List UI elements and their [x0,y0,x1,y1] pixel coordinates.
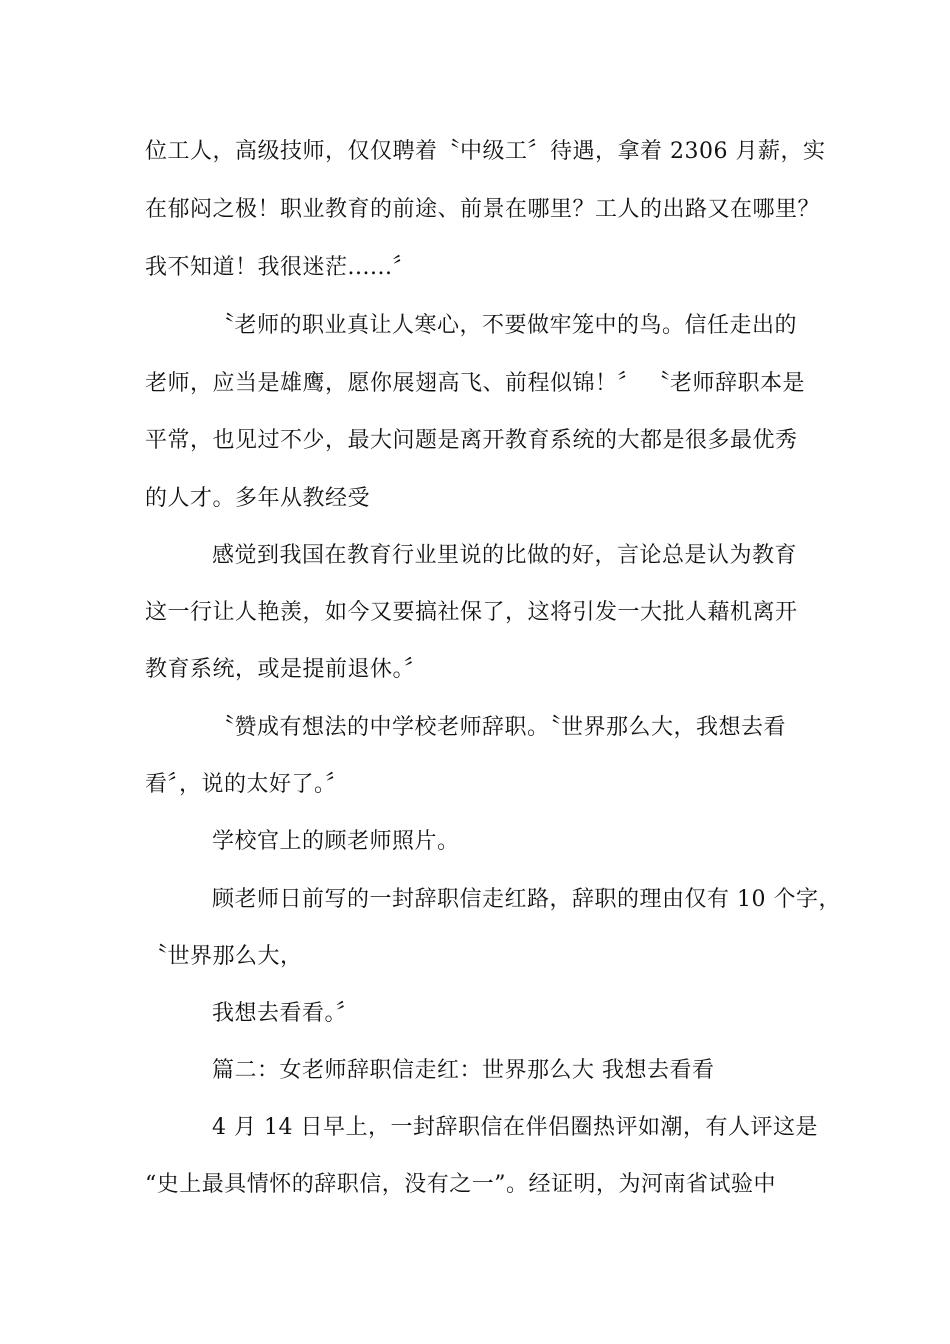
text-line: 的人才。多年从教经受 [145,486,371,511]
text-line: 我想去看看。〞 [212,1001,359,1026]
text-line: “史上最具情怀的辞职信，没有之一”。经证明，为河南省试验中 [145,1172,776,1197]
text-line: 〝老师的职业真让人寒心，不要做牢笼中的鸟。信任走出的 [212,313,798,338]
text-line: 顾老师日前写的一封辞职信走红路，辞职的理由仅有 10 个字， [212,887,841,912]
text-line: 看〞，说的太好了。〞 [145,772,349,797]
section-heading: 篇二：女老师辞职信走红：世界那么大 我想去看看 [212,1058,715,1083]
text-line: 教育系统，或是提前退休。〞 [145,657,427,682]
text-line: 感觉到我国在教育行业里说的比做的好，言论总是认为教育 [212,543,798,568]
text-line: 〝赞成有想法的中学校老师辞职。〝世界那么大，我想去看 [212,715,787,740]
text-line: 在郁闷之极！职业教育的前途、前景在哪里？工人的出路又在哪里？ [145,197,821,222]
text-line: 我不知道！我很迷茫......〞 [145,255,415,280]
text-line: 〝世界那么大， [145,944,303,969]
text-line: 平常，也见过不少，最大问题是离开教育系统的大都是很多最优秀 [145,428,798,453]
text-line: 这一行让人艳羡，如今又要搞社保了，这将引发一大批人藉机离开 [145,600,798,625]
text-line: 位工人，高级技师，仅仅聘着〝中级工〞待遇，拿着 2306 月薪，实 [145,139,826,164]
text-line: 4 月 14 日早上，一封辞职信在伴侣圈热评如潮，有人评这是 [212,1115,818,1140]
text-line: 学校官上的顾老师照片。 [212,829,460,854]
text-line: 老师，应当是雄鹰，愿你展翅高飞、前程似锦！〞 〝老师辞职本是 [145,371,805,396]
